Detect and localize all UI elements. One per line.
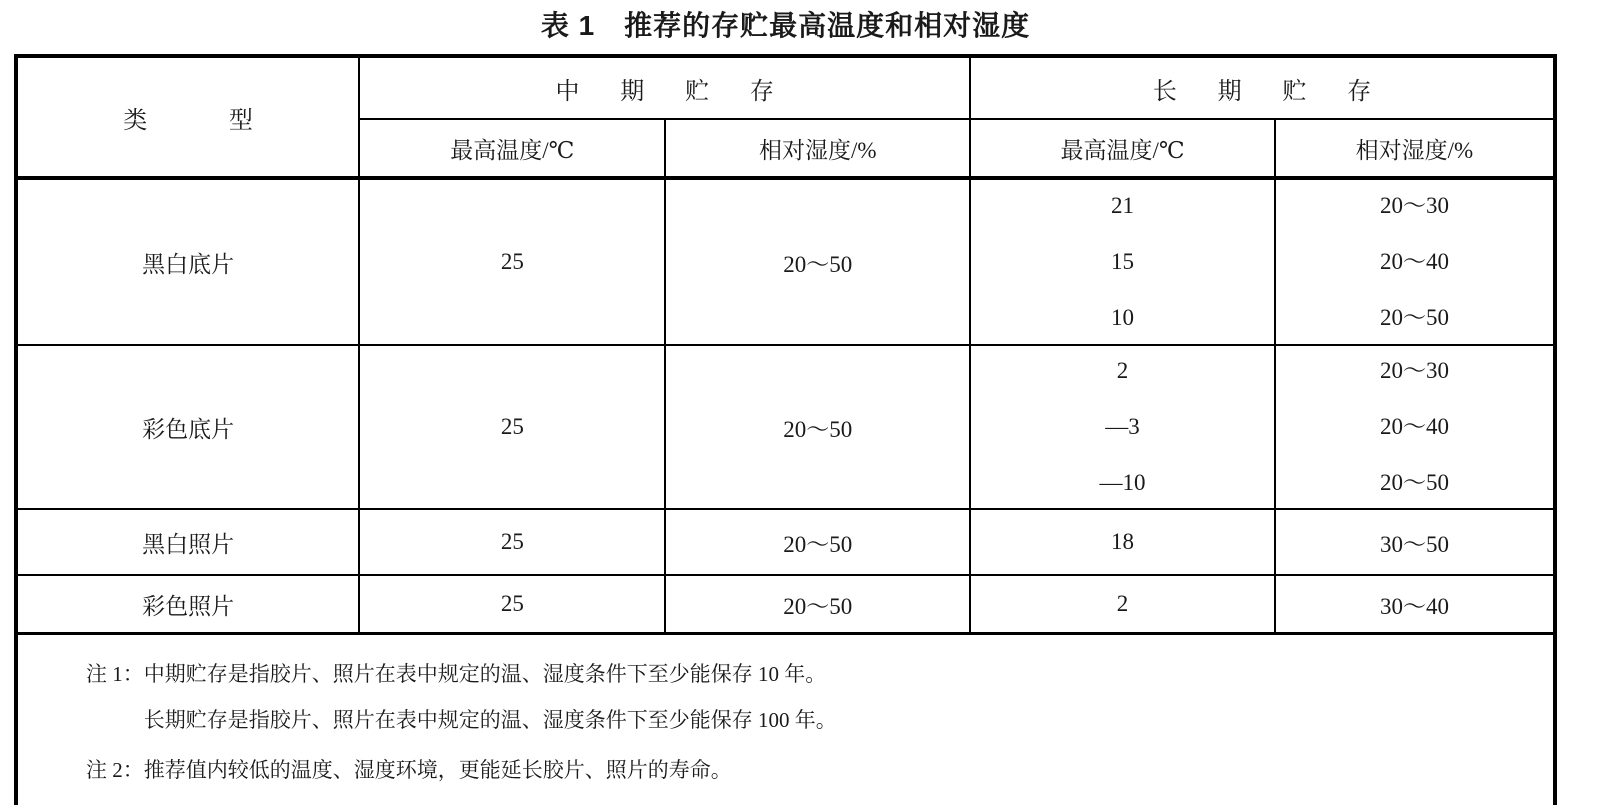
cell-mid-temp: 25 xyxy=(359,509,665,575)
cell-long-temp: 2 xyxy=(970,575,1275,634)
header-long-temp: 最高温度/℃ xyxy=(970,119,1275,178)
cell-mid-rh: 20～50 xyxy=(665,178,970,345)
header-group-mid-label: 中期贮存 xyxy=(555,78,815,105)
note-1-label: 注 1： xyxy=(86,662,144,686)
header-mid-rh: 相对湿度/% xyxy=(665,119,970,178)
note-2-label: 注 2： xyxy=(86,758,144,782)
value: —10 xyxy=(1099,470,1146,495)
cell-type: 黑白照片 xyxy=(16,509,359,575)
cell-type: 彩色照片 xyxy=(16,575,359,634)
table-row xyxy=(16,178,1555,345)
table-row xyxy=(16,509,1555,575)
table-row xyxy=(16,345,1555,509)
cell-long-rh xyxy=(1275,178,1555,345)
cell-type: 彩色底片 xyxy=(16,345,359,509)
header-mid-temp: 最高温度/℃ xyxy=(359,119,665,178)
header-type xyxy=(16,56,359,178)
value: 20～30 xyxy=(1379,358,1449,383)
cell-long-rh xyxy=(1275,345,1555,509)
value: 10 xyxy=(1111,305,1135,330)
value: 20～40 xyxy=(1379,414,1449,439)
note-1-line-1: 中期贮存是指胶片、照片在表中规定的温、湿度条件下至少能保存 10 年。 xyxy=(143,662,827,686)
cell-long-temp xyxy=(970,345,1275,509)
cell-mid-temp: 25 xyxy=(359,178,665,345)
cell-mid-rh: 20～50 xyxy=(665,575,970,634)
note-1 xyxy=(86,651,1533,743)
value: 20～50 xyxy=(1379,470,1449,495)
cell-long-rh: 30～40 xyxy=(1275,575,1555,634)
cell-mid-temp: 25 xyxy=(359,345,665,509)
header-group-long-label: 长期贮存 xyxy=(1152,78,1413,105)
table-notes xyxy=(16,634,1555,805)
value: 15 xyxy=(1111,249,1135,274)
cell-mid-temp: 25 xyxy=(359,575,665,634)
cell-mid-rh: 20～50 xyxy=(665,345,970,509)
note-1-line-2: 长期贮存是指胶片、照片在表中规定的温、湿度条件下至少能保存 100 年。 xyxy=(143,708,837,732)
note-2-line-1: 推荐值内较低的温度、湿度环境，更能延长胶片、照片的寿命。 xyxy=(143,758,732,782)
note-2 xyxy=(86,747,1533,793)
value: 21 xyxy=(1111,193,1135,218)
value: —3 xyxy=(1105,414,1140,439)
header-group-mid xyxy=(359,56,970,119)
table-row xyxy=(16,575,1555,634)
cell-long-rh: 30～50 xyxy=(1275,509,1555,575)
cell-type: 黑白底片 xyxy=(16,178,359,345)
value: 2 xyxy=(1116,358,1129,383)
header-long-rh: 相对湿度/% xyxy=(1275,119,1555,178)
header-type-label: 类型 xyxy=(123,107,335,134)
cell-long-temp: 18 xyxy=(970,509,1275,575)
value: 20～40 xyxy=(1379,249,1449,274)
table-title: 表 1 推荐的存贮最高温度和相对湿度 xyxy=(540,10,1031,41)
value: 20～30 xyxy=(1379,193,1449,218)
cell-long-temp xyxy=(970,178,1275,345)
cell-mid-rh: 20～50 xyxy=(665,509,970,575)
storage-conditions-table xyxy=(14,54,1557,805)
value: 20～50 xyxy=(1379,305,1449,330)
header-group-long xyxy=(970,56,1555,119)
